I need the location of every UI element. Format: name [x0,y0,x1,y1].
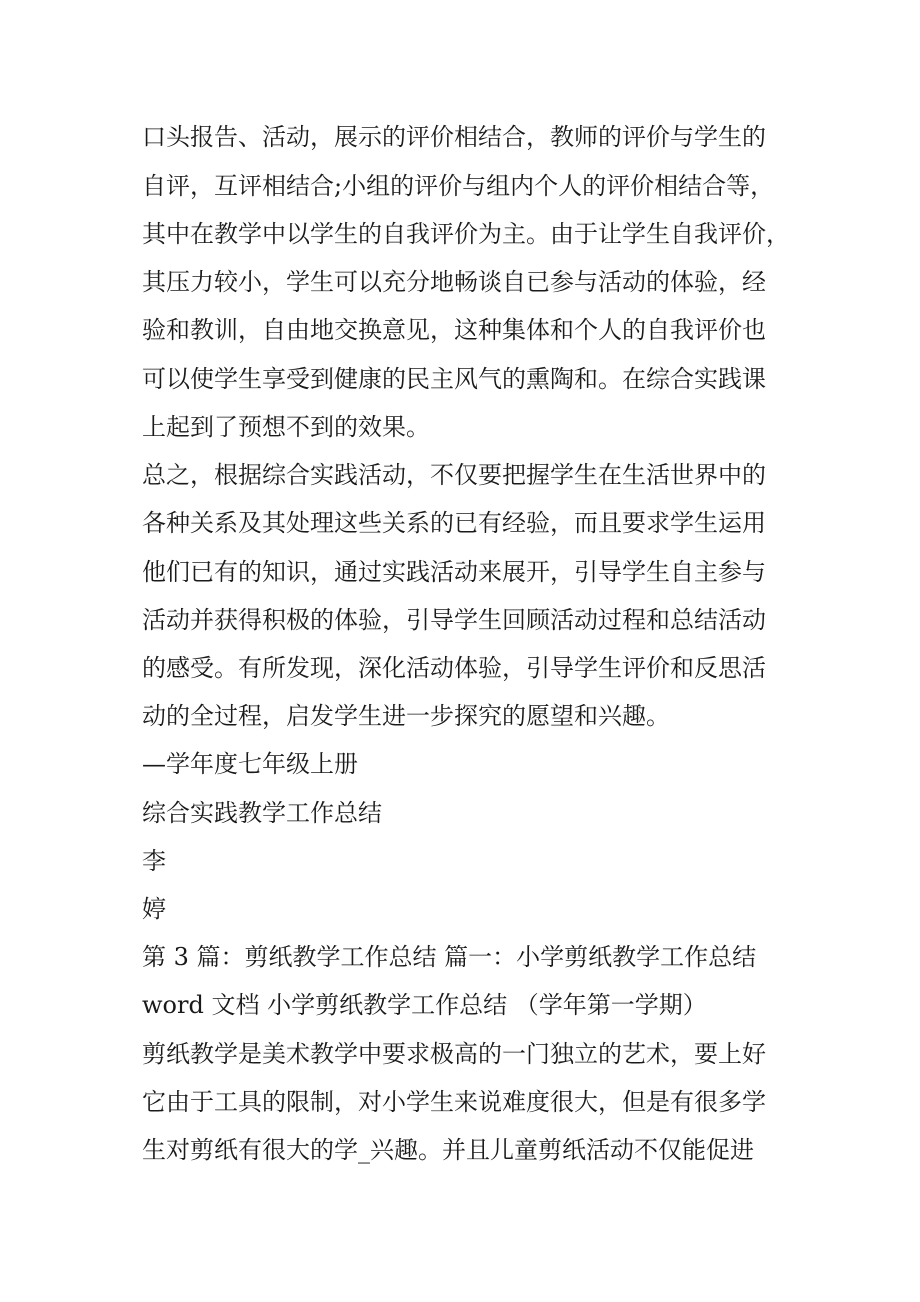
text-line-12: 的感受。有所发现，深化活动体验，引导学生评价和反思活 [142,654,766,682]
text-line-1: 口头报告、活动，展示的评价相结合，教师的评价与学生的 [142,123,766,151]
text-line-10: 他们已有的知识，通过实践活动来展开，引导学生自主参与 [142,558,766,586]
text-line-21: 它由于工具的限制，对小学生来说难度很大，但是有很多学 [142,1088,766,1116]
text-line-4: 其压力较小，学生可以充分地畅谈自已参与活动的体验，经 [142,268,766,296]
text-line-8: 总之，根据综合实践活动，不仅要把握学生在生活世界中的 [142,461,766,489]
text-line-2: 自评，互评相结合;小组的评价与组内个人的评价相结合等， [142,172,775,200]
section-subheading: word 文档 小学剪纸教学工作总结 （学年第一学期） [142,991,707,1019]
text-line-5: 验和教训，自由地交换意见，这种集体和个人的自我评价也 [142,316,766,344]
text-line-13: 动的全过程，启发学生进一步探究的愿望和兴趣。 [142,702,670,730]
year-grade-heading: —学年度七年级上册 [142,750,358,778]
text-line-11: 活动并获得积极的体验，引导学生回顾活动过程和总结活动 [142,606,766,634]
text-line-22: 生对剪纸有很大的学_兴趣。并且儿童剪纸活动不仅能促进 [142,1136,754,1164]
text-line-3: 其中在教学中以学生的自我评价为主。由于让学生自我评价， [142,220,790,248]
author-surname: 李 [142,847,166,875]
author-given-name: 婷 [142,895,166,923]
section-heading: 第 3 篇：剪纸教学工作总结 篇一：小学剪纸教学工作总结 [142,943,757,971]
text-line-20: 剪纸教学是美术教学中要求极高的一门独立的艺术，要上好 [142,1040,766,1068]
text-line-6: 可以使学生享受到健康的民主风气的熏陶和。在综合实践课 [142,365,766,393]
text-line-7: 上起到了预想不到的效果。 [142,413,430,441]
text-line-9: 各种关系及其处理这些关系的已有经验，而且要求学生运用 [142,509,766,537]
summary-title: 综合实践教学工作总结 [142,799,382,827]
